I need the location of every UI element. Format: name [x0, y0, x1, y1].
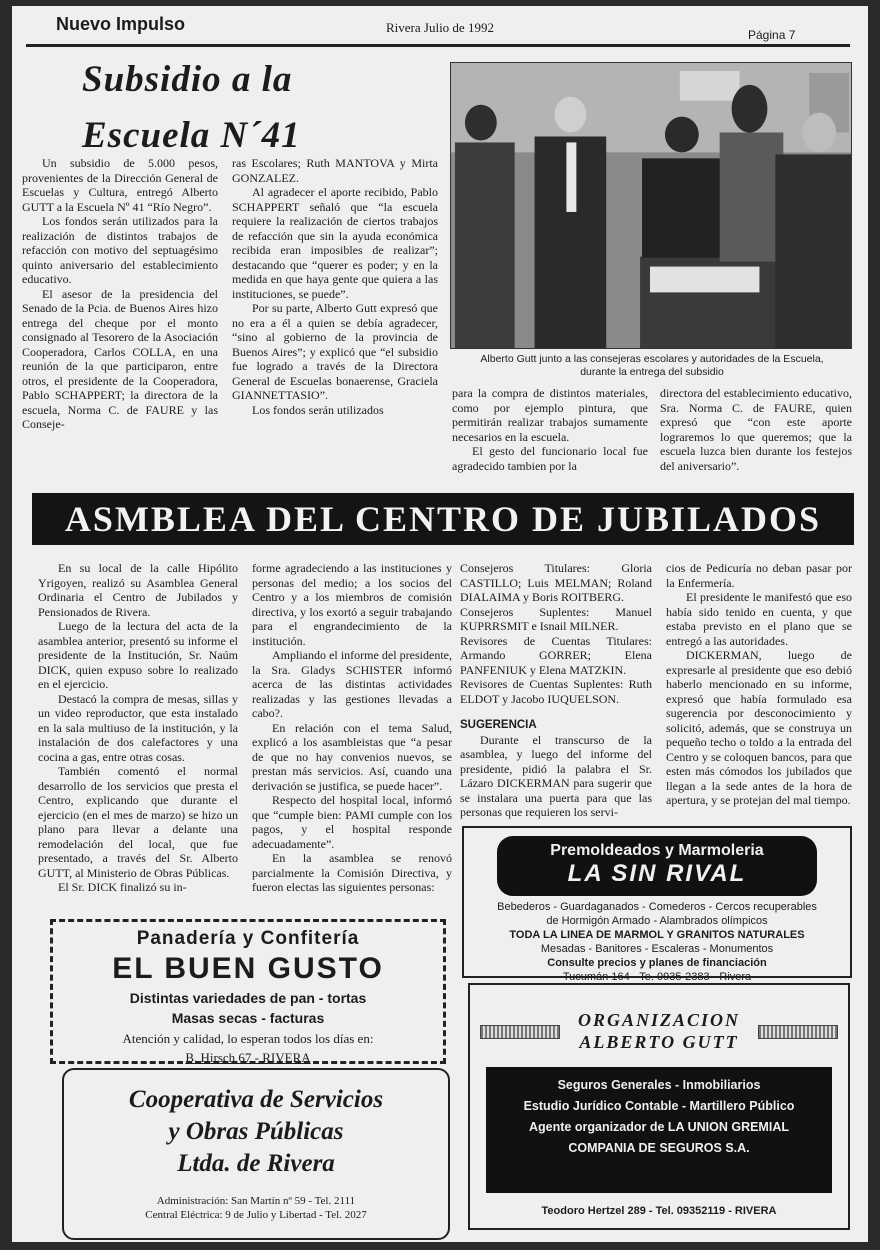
- subsidio-headline-line2: Escuela N´41: [82, 115, 301, 156]
- ad-panaderia: [50, 919, 446, 1064]
- asamblea-column-4: [666, 561, 852, 808]
- subsidio-column-2: [232, 156, 438, 417]
- ad-cooperativa-central: Central Eléctrica: 9 de Julio y Libertad - Tel. 2027: [145, 1209, 367, 1221]
- ad-gutt-services: [486, 1067, 832, 1193]
- page-number: Página 7: [748, 28, 796, 42]
- ad-cooperativa-admin: Administración: San Martín nº 59 - Tel. 2111: [156, 1195, 356, 1207]
- paragraph: directora del establecimiento educativo, Sra. Norma C. de FAURE, quien expresó que “con este aporte lograremos lo que queremos; que la escuela luzca bien durante los festejos del aniversario”.: [660, 386, 852, 473]
- subsidio-column-3: [452, 386, 648, 473]
- ad-panaderia-address: B. Hirsch 67 - RIVERA: [185, 1050, 311, 1065]
- ad-la-sin-rival: [462, 826, 852, 983]
- subsidio-headline: [82, 52, 442, 164]
- ad-la-sin-rival-type: Premoldeados y Marmoleria: [550, 842, 764, 859]
- ad-la-sin-rival-address: Tucumán 164 - Te. 0935-2383 - Rivera: [562, 971, 752, 983]
- subsidio-headline-line1: Subsidio a la: [82, 59, 293, 100]
- asamblea-headline: ASMBLEA DEL CENTRO DE JUBILADOS: [32, 493, 854, 545]
- paragraph: En la asamblea se renovó parcialmente la Comisión Directiva, y fueron electas las siguientes personas:: [252, 851, 452, 894]
- asamblea-column-1: [38, 561, 238, 895]
- ad-panaderia-name: EL BUEN GUSTO: [112, 952, 384, 985]
- header-rule: [26, 44, 850, 47]
- paragraph: El presidente le manifestó que eso había sido tenido en cuenta, y que estaba previsto en el plano que se entregó a las autoridades.: [666, 590, 852, 648]
- paragraph: Los fondos serán utilizados para la realización de distintos trabajos de refacción con motivo del septuagésimo quinto aniversario del establecimiento educativo.: [22, 214, 218, 286]
- ad-gutt-title-2: ALBERTO GUTT: [579, 1032, 739, 1052]
- ad-cooperativa: [62, 1068, 450, 1240]
- ad-panaderia-products-2: Masas secas - facturas: [171, 1010, 325, 1026]
- ad-panaderia-slogan: Atención y calidad, lo esperan todos los días en:: [122, 1031, 374, 1046]
- photo-caption: [452, 353, 852, 379]
- paragraph: Revisores de Cuentas Titulares: Armando GORRER; Elena PANFENIUK y Elena MATZKIN.: [460, 633, 652, 677]
- paragraph: Revisores de Cuentas Suplentes: Ruth ELDOT y Jacobo IUQUELSON.: [460, 677, 652, 706]
- paragraph: DICKERMAN, luego de expresarle al presidente que eso debió haberlo mencionado en su informe, expresó que había formulado esa sugerencia por desconocimiento y solicitó, además, que se construya un pequeño techo o toldo a la entrada del Centro y se coloquen bancos, para que esten más cómodos los jubilados que llegan a la sede antes de la hora de apertura, y se protejan del mal tiempo.: [666, 648, 852, 807]
- paragraph: Consejeros Titulares: Gloria CASTILLO; Luis MELMAN; Roland DIALAIMA y Boris ROITBERG.: [460, 561, 652, 604]
- ad-la-sin-rival-items: Mesadas - Banitores - Escaleras - Monumentos: [540, 943, 774, 955]
- publication-name: Nuevo Impulso: [56, 14, 186, 34]
- paragraph: Ampliando el informe del presidente, la Sra. Gladys SCHISTER informó acerca de las distintas actividades realizadas y las gestiones llevadas a cabo?.: [252, 648, 452, 720]
- ad-la-sin-rival-logo: [497, 836, 817, 896]
- paragraph: Consejeros Suplentes: Manuel KUPRRSMIT e Isnail MILNER.: [460, 604, 652, 633]
- paragraph: Al agradecer el aporte recibido, Pablo SCHAPPERT señaló que “la escuela requiere la realización de ciertos trabajos de refacción que sin la ayuda económica recibida eran imposibles de realizar”; destacando que “querer es poder; y en la medida en que haya gente que quiera a las instituciones, se puede”.: [232, 185, 438, 301]
- ad-la-sin-rival-products: Bebederos - Guardaganados - Comederos - Cercos recuperables: [497, 901, 817, 913]
- ad-gutt-service-4: COMPANIA DE SEGUROS S.A.: [568, 1141, 750, 1155]
- issue-date: Rivera Julio de 1992: [386, 20, 494, 35]
- decorative-stripes: [758, 1025, 838, 1039]
- paragraph: El asesor de la presidencia del Senado de la Pcia. de Buenos Aires hizo entrega del cheque por el monto consignado al Tesorero de la Asociación Cooperadora, Carlos COLLA, en una reunión de la que participaron, entre otros, el presidente de la Cooperadora, Pablo SCHAPPERT; la directora de la escuela, Norma C. de FAURE y las Conseje-: [22, 286, 218, 431]
- decorative-stripes: [480, 1025, 560, 1039]
- photo-caption-line2: durante la entrega del subsidio: [580, 366, 724, 378]
- asamblea-column-3: [460, 561, 652, 820]
- ad-cooperativa-name-3: Ltda. de Rivera: [177, 1150, 335, 1177]
- ad-organizacion-gutt: [468, 983, 850, 1230]
- paragraph: El Sr. DICK finalizó su in-: [58, 880, 187, 894]
- ad-gutt-service-3: Agente organizador de LA UNION GREMIAL: [529, 1120, 789, 1134]
- paragraph: cios de Pedicuría no deban pasar por la Enfermería.: [666, 561, 852, 590]
- photo-caption-line1: Alberto Gutt junto a las consejeras escolares y autoridades de la Escuela,: [480, 353, 824, 365]
- ad-la-sin-rival-products-2: de Hormigón Armado - Alambrados olímpicos: [546, 915, 768, 927]
- ad-gutt-service-1: Seguros Generales - Inmobiliarios: [557, 1078, 761, 1092]
- paragraph: Destacó la compra de mesas, sillas y un video reproductor, que esta instalado en la sala multiuso de la institución, y la instalación de dos calefactores y una cocina a gas, entre otras cosas.: [38, 691, 238, 764]
- ad-cooperativa-name-2: y Obras Públicas: [168, 1118, 344, 1145]
- ad-gutt-address: Teodoro Hertzel 289 - Tel. 09352119 - RIVERA: [541, 1205, 777, 1217]
- paragraph: Por su parte, Alberto Gutt expresó que no era a él a quien se debía agradecer, “sino al gobierno de la provincia de Buenos Aires”; y explicó que “el subsidio fue logrado a través de la Directora General de Escuelas bonaerense, Graciela GIANNETTASIO”.: [232, 301, 438, 402]
- ad-la-sin-rival-financing: Consulte precios y planes de financiación: [547, 957, 767, 969]
- paragraph: Los fondos serán utilizados: [252, 402, 384, 417]
- newspaper-page: [12, 6, 868, 1242]
- paragraph: forme agradeciendo a las instituciones y personas del medio; a los socios del Centro y a los miembros de comisión directiva, y los exortó a seguir trabajando para el engrandecimiento de la institución.: [252, 561, 452, 648]
- ad-gutt-title-1: ORGANIZACION: [577, 1010, 741, 1030]
- ad-gutt-service-2: Estudio Jurídico Contable - Martillero Público: [523, 1099, 795, 1113]
- paragraph: ras Escolares; Ruth MANTOVA y Mirta GONZALEZ.: [232, 156, 438, 185]
- ad-panaderia-products: Distintas variedades de pan - tortas: [129, 990, 367, 1006]
- subsidio-column-4: [660, 386, 852, 473]
- news-photo: [450, 62, 852, 349]
- ad-cooperativa-name-1: Cooperativa de Servicios: [128, 1086, 384, 1113]
- ad-panaderia-type: Panadería y Confitería: [136, 928, 360, 949]
- paragraph: En su local de la calle Hipólito Yrigoyen, realizó su Asamblea General Ordinaria el Centro de Jubilados y Pensionados de Rivera.: [38, 561, 238, 619]
- paragraph: Un subsidio de 5.000 pesos, provenientes de la Dirección General de Escuelas y Cultura, entregó Alberto GUTT a la Escuela Nº 41 “Río Negro”.: [22, 156, 218, 214]
- paragraph: Respecto del hospital local, informó que “cumple bien: PAMI cumple con los pagos, y el hospital responde adecuadamente”.: [252, 793, 452, 851]
- paragraph: También comentó el normal desarrollo de los servicios que presta el Centro, explicando que durante el ejercicio (en el mes de marzo) se hizo un plano para llevar a delante una remodelación del local, que fue presentado, a través del Sr. Alberto GUTT, al Ministerio de Obras Públicas.: [38, 764, 238, 880]
- paragraph: Durante el transcurso de la asamblea, y luego del informe del presidente, pidió la palabra el Sr. Lázaro DICKERMAN para sugerir que se instalara una puerta para que las personas que requieren los servi-: [460, 732, 652, 819]
- paragraph: El gesto del funcionario local fue agradecido tambien por la: [452, 444, 648, 473]
- ad-la-sin-rival-marble: TODA LA LINEA DE MARMOL Y GRANITOS NATURALES: [509, 929, 805, 941]
- sugerencia-subheading: SUGERENCIA: [460, 719, 537, 731]
- asamblea-column-2: [252, 561, 452, 895]
- ad-la-sin-rival-name: LA SIN RIVAL: [567, 860, 747, 887]
- paragraph: En relación con el tema Salud, explicó a los asambleistas que “a pesar de que no hay convenios nuevos, se prestan más servicios. Así, cuando una derivación se justifica, se puede hacer”.: [252, 720, 452, 793]
- paragraph: Luego de la lectura del acta de la asamblea anterior, presentó su informe el presidente de la Institución, Sr. Naúm DICK, quien expuso sobre lo realizado en el ejercicio.: [38, 619, 238, 691]
- paragraph: para la compra de distintos materiales, como por ejemplo pintura, que permitirán realizar trabajos sumamente necesarios en la escuela.: [452, 386, 648, 444]
- subsidio-column-1: [22, 156, 218, 432]
